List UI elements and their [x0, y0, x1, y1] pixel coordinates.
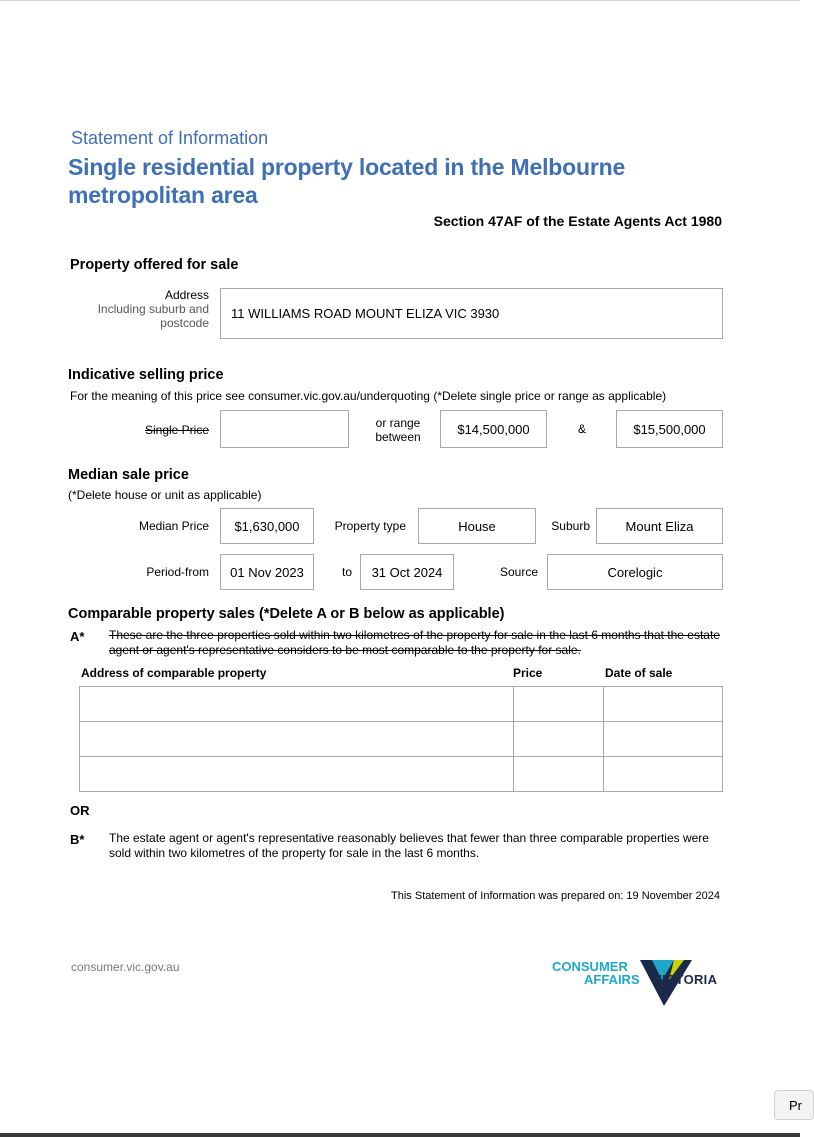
- period-from-label: Period-from: [146, 565, 209, 579]
- range-ampersand: &: [578, 422, 587, 436]
- single-price-label: Single Price: [144, 423, 209, 437]
- property-heading: Property offered for sale: [70, 257, 239, 273]
- table-row: [80, 722, 723, 757]
- top-divider: [0, 0, 800, 1]
- source-value: Corelogic: [607, 564, 663, 580]
- option-a-marker: A*: [70, 629, 85, 644]
- comparable-heading: Comparable property sales (*Delete A or B below as applicable): [68, 606, 505, 622]
- comparable-date-cell[interactable]: [604, 722, 723, 757]
- range-low-value: $14,500,000: [457, 421, 530, 437]
- statement-label: Statement of Information: [71, 128, 269, 148]
- comparable-price-cell[interactable]: [514, 757, 604, 792]
- col-price-header: Price: [513, 666, 543, 680]
- range-high-field[interactable]: [616, 410, 723, 448]
- period-from-value: 01 Nov 2023: [230, 564, 304, 580]
- source-field[interactable]: [547, 554, 723, 590]
- logo-line-consumer: CONSUMER: [552, 959, 628, 974]
- footer-url: consumer.vic.gov.au: [71, 960, 180, 974]
- property-type-value: House: [458, 518, 496, 534]
- logo-line-victoria: VICTORIA: [653, 972, 718, 987]
- section-reference: Section 47AF of the Estate Agents Act 1980: [433, 213, 722, 229]
- period-to-value: 31 Oct 2024: [371, 564, 443, 580]
- median-note: (*Delete house or unit as applicable): [68, 488, 262, 502]
- comparable-address-cell[interactable]: [80, 722, 514, 757]
- comparable-address-cell[interactable]: [80, 687, 514, 722]
- comparable-date-cell[interactable]: [604, 687, 723, 722]
- option-b-text: The estate agent or agent's representative reasonably believes that fewer than three comparable properties were sold within two kilometres of the property for sale in the last 6 months.: [109, 831, 709, 860]
- or-separator: OR: [70, 803, 90, 818]
- suburb-field[interactable]: [596, 508, 723, 544]
- median-price-label: Median Price: [138, 519, 209, 533]
- range-low-field[interactable]: [440, 410, 547, 448]
- period-from-field[interactable]: [220, 554, 314, 590]
- comparable-price-cell[interactable]: [514, 722, 604, 757]
- logo-line-affairs: AFFAIRS: [584, 972, 640, 987]
- range-high-value: $15,500,000: [633, 421, 706, 437]
- indicative-heading: Indicative selling price: [68, 367, 224, 383]
- page-title: Single residential property located in the Melbourne metropolitan area: [68, 154, 626, 208]
- consumer-affairs-victoria-logo: [552, 958, 727, 1008]
- bottom-bar: [0, 1133, 800, 1137]
- prepared-date: This Statement of Information was prepared on: 19 November 2024: [391, 890, 720, 902]
- col-address-header: Address of comparable property: [81, 666, 267, 680]
- period-to-field[interactable]: [360, 554, 454, 590]
- median-price-value: $1,630,000: [234, 518, 300, 534]
- comparable-table: [79, 686, 723, 792]
- option-b-marker: B*: [70, 832, 85, 847]
- print-button[interactable]: Pr: [774, 1090, 814, 1120]
- address-label: Address Including suburb and postcode: [97, 288, 209, 330]
- single-price-field[interactable]: [220, 410, 349, 448]
- address-field[interactable]: [220, 288, 723, 339]
- comparable-price-cell[interactable]: [514, 687, 604, 722]
- table-row: [80, 757, 723, 792]
- table-row: [80, 687, 723, 722]
- suburb-value: Mount Eliza: [625, 518, 694, 534]
- median-price-field[interactable]: [220, 508, 314, 544]
- range-label: or range between: [375, 416, 421, 444]
- col-date-header: Date of sale: [605, 666, 673, 680]
- comparable-address-cell[interactable]: [80, 757, 514, 792]
- comparable-date-cell[interactable]: [604, 757, 723, 792]
- property-type-field[interactable]: [418, 508, 536, 544]
- option-a-text: These are the three properties sold within two kilometres of the property for sale in the last 6 months that the estate agent or agent's representative considers to be most comparable to the property for sale.: [109, 628, 720, 657]
- period-to-label: to: [341, 565, 352, 579]
- suburb-label: Suburb: [551, 519, 590, 533]
- median-heading: Median sale price: [68, 467, 189, 483]
- source-label: Source: [499, 565, 538, 579]
- address-value: 11 WILLIAMS ROAD MOUNT ELIZA VIC 3930: [231, 306, 500, 321]
- property-type-label: Property type: [334, 519, 406, 533]
- indicative-note: For the meaning of this price see consumer.vic.gov.au/underquoting (*Delete single price or range as applicable): [70, 389, 667, 403]
